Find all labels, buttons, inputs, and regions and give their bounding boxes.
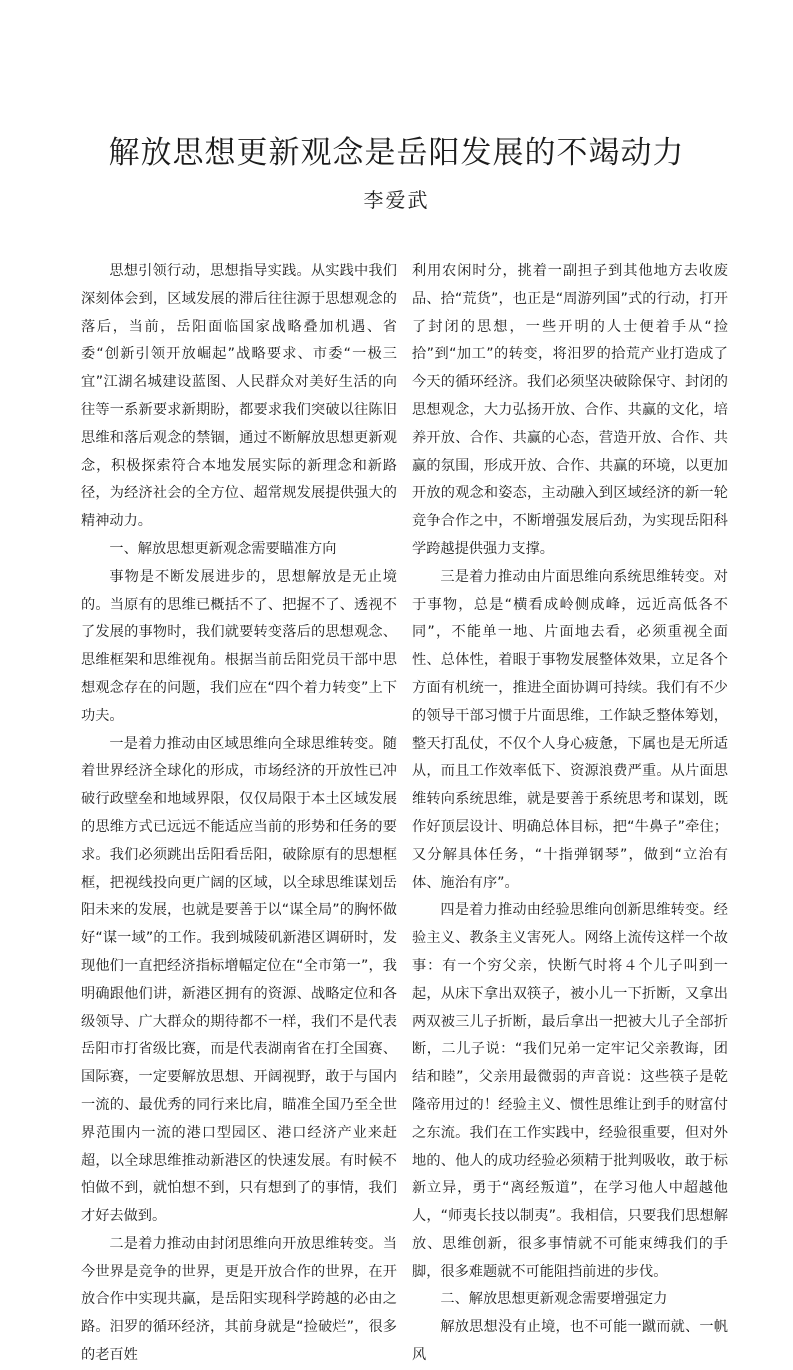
section-heading: 一、解放思想更新观念需要瞄准方向 — [109, 540, 337, 557]
paragraph: 三是着力推动由片面思维向系统思维转变。对于事物，总是“横看成岭侧成峰，远近高低各不同”，不能单一地、片面地去看，必须重视全面性、总体性，着眼于事物发展整体效果，立足各个方面有机统一，推进全面协调可持续。我们有不少的领导干部习惯于片面思维，工作缺乏整体筹划，整天打乱仗，不仅个人身心疲惫，下属也是无所适从，而且工作效率低下、资源浪费严重。从片面思维转向系统思维，就是要善于系统思考和谋划，既作好顶层设计、明确总体目标，把“牛鼻子”牵住；又分解具体任务，“十指弹钢琴”，做到“立治有体、施治有序”。 — [412, 568, 728, 891]
left-column — [81, 258, 397, 1370]
paragraph: 思想引领行动，思想指导实践。从实践中我们深刻体会到，区域发展的滞后往往源于思想观念的落后，当前，岳阳面临国家战略叠加机遇、省委“创新引领开放崛起”战略要求、市委“一极三宜”江湖名城建设蓝图、人民群众对美好生活的向往等一系新要求新期盼，都要求我们突破以往陈旧思维和落后观念的禁锢，通过不断解放思想更新观念，积极探索符合本地发展实际的新理念和新路径，为经济社会的全方位、超常规发展提供强大的精神动力。 — [81, 263, 397, 530]
article-title: 解放思想更新观念是岳阳发展的不竭动力 — [108, 135, 685, 171]
paragraph: 二是着力推动由封闭思维向开放思维转变。当今世界是竞争的世界，更是开放合作的世界，在开放合作中实现共赢，是岳阳实现科学跨越的必由之路。汨罗的循环经济，其前身就是“捡破烂”，很多的老百姓 — [81, 1235, 397, 1364]
section-heading: 二、解放思想更新观念需要增强定力 — [440, 1291, 668, 1308]
right-column — [412, 258, 728, 1370]
paragraph: 四是着力推动由经验思维向创新思维转变。经验主义、教条主义害死人。网络上流传这样一个故事：有一个穷父亲，快断气时将４个儿子叫到一起，从床下拿出双筷子，被小儿一下折断，又拿出两双被三儿子折断，最后拿出一把被大儿子全部折断，二儿子说：“我们兄弟一定牢记父亲教诲，团结和睦”，父亲用最微弱的声音说：这些筷子是乾隆帝用过的！经验主义、惯性思维让到手的财富付之东流。我们在工作实践中，经验很重要，但对外地的、他人的成功经验必须精于批判吸收，敢于标新立异，勇于“离经叛道”，在学习他人中超越他人，“师夷长技以制夷”。我相信，只要我们思想解放、思维创新，很多事情就不可能束缚我们的手脚，很多难题就不可能阻挡前进的步伐。 — [412, 902, 728, 1280]
paragraph-continued: 利用农闲时分，挑着一副担子到其他地方去收废品、拾“荒货”，也正是“周游列国”式的行动，打开了封闭的思想，一些开明的人士便着手从“捡拾”到“加工”的转变，将汨罗的拾荒产业打造成了今天的循环经济。我们必须坚决破除保守、封闭的思想观念，大力弘扬开放、合作、共赢的文化，培养开放、合作、共赢的心态，营造开放、合作、共赢的氛围，形成开放、合作、共赢的环境，以更加开放的观念和姿态，主动融入到区域经济的新一轮竞争合作之中，不断增强发展后劲，为实现岳阳科学跨越提供强力支撑。 — [412, 263, 728, 557]
paragraph: 一是着力推动由区域思维向全球思维转变。随着世界经济全球化的形成，市场经济的开放性已冲破行政壁垒和地域界限，仅仅局限于本土区域发展的思维方式已远远不能适应当前的形势和任务的要求。我们必须跳出岳阳看岳阳，破除原有的思想框框，把视线投向更广阔的区域，以全球思维谋划岳阳未来的发展，也就是要善于以“谋全局”的胸怀做好“谋一域”的工作。我到城陵矶新港区调研时，发现他们一直把经济指标增幅定位在“全市第一”，我明确跟他们讲，新港区拥有的资源、战略定位和各级领导、广大群众的期待都不一样，我们不是代表岳阳市打省级比赛，而是代表湖南省在打全国赛、国际赛，一定要解放思想、开阔视野，敢于与国内一流的、最优秀的同行来比肩，瞄准全国乃至全世界范围内一流的港口型园区、港口经济产业来赶超，以全球思维推动新港区的快速发展。有时候不怕做不到，就怕想不到，只有想到了的事情，我们才好去做到。 — [81, 735, 397, 1225]
paragraph: 事物是不断发展进步的，思想解放是无止境的。当原有的思维已概括不了、把握不了、透视不了发展的事物时，我们就要转变落后的思想观念、思维框架和思维视角。根据当前岳阳党员干部中思想观念存在的问题，我们应在“四个着力转变”上下功夫。 — [81, 568, 397, 724]
paragraph: 解放思想没有止境，也不可能一蹴而就、一帆风 — [412, 1319, 728, 1364]
article-author: 李爱武 — [363, 188, 430, 212]
